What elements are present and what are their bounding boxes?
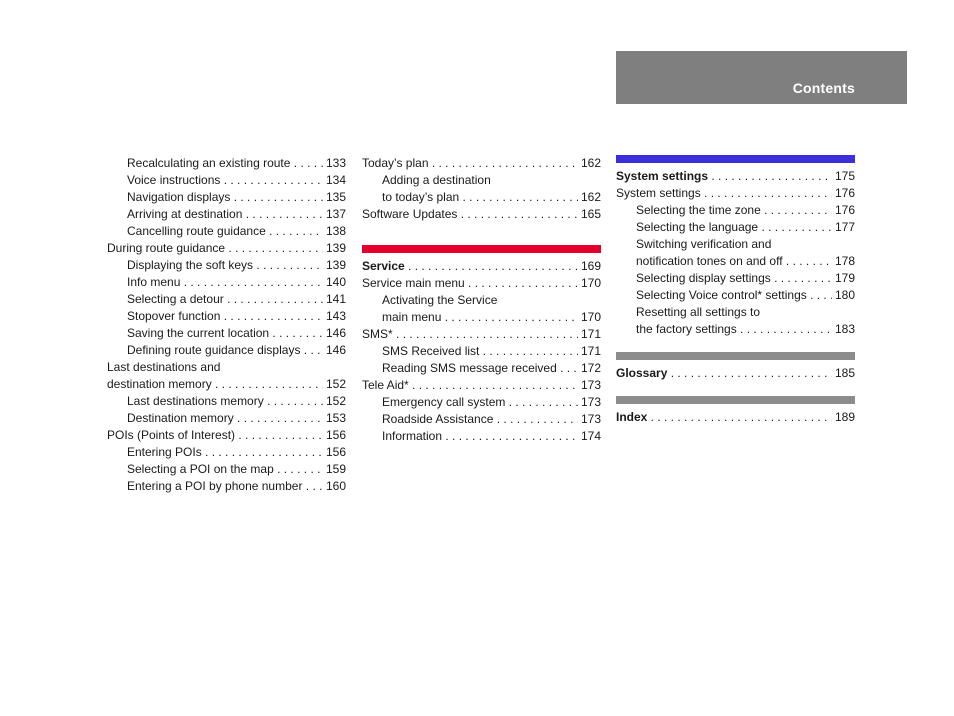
toc-entry[interactable]: Info menu . . . 140 [107,274,346,291]
toc-entry[interactable]: Arriving at destination . . . 137 [107,206,346,223]
toc-section-service[interactable]: Service . . . 169 [362,258,601,275]
toc-entry[interactable]: Selecting display settings . . . 179 [616,270,855,287]
toc-entry[interactable]: Defining route guidance displays . . . 146 [107,342,346,359]
toc-entry[interactable]: Selecting a POI on the map . . . 159 [107,461,346,478]
toc-entry-line1[interactable]: Activating the Service [382,293,498,307]
toc-entry[interactable]: Information . . . 174 [362,428,601,445]
toc-entry-line1[interactable]: Last destinations and [107,360,221,374]
toc-entry[interactable]: Last destinations memory . . . 152 [107,393,346,410]
toc-entry[interactable]: SMS Received list . . . 171 [362,343,601,360]
toc-entry[interactable]: Software Updates . . . 165 [362,206,601,223]
toc-entry[interactable]: System settings . . . 176 [616,185,855,202]
toc-entry[interactable]: Emergency call system . . . 173 [362,394,601,411]
toc-entry[interactable]: Saving the current location . . . 146 [107,325,346,342]
toc-section-system-settings[interactable]: System settings . . . 175 [616,168,855,185]
toc-entry[interactable]: During route guidance . . . 139 [107,240,346,257]
toc-entry[interactable]: Reading SMS message received . . . 172 [362,360,601,377]
toc-entry[interactable]: SMS* . . . 171 [362,326,601,343]
toc-entry[interactable]: Voice instructions . . . 134 [107,172,346,189]
toc-entry[interactable]: Entering POIs . . . 156 [107,444,346,461]
toc-entry[interactable]: Recalculating an existing route . . . 133 [107,155,346,172]
page-title: Contents [792,80,855,96]
toc-entry[interactable]: Today’s plan . . . 162 [362,155,601,172]
toc-entry[interactable]: Service main menu . . . 170 [362,275,601,292]
toc-entry[interactable]: main menu . . . 170 [362,309,601,326]
section-bar-service [362,245,601,253]
toc-section-index[interactable]: Index . . . 189 [616,409,855,426]
toc-entry[interactable]: Displaying the soft keys . . . 139 [107,257,346,274]
toc-entry[interactable]: Selecting the language . . . 177 [616,219,855,236]
toc-entry[interactable]: notification tones on and off . . . 178 [616,253,855,270]
toc-column-1 [107,155,346,495]
toc-column-3 [616,155,855,426]
toc-entry[interactable]: Selecting a detour . . . 141 [107,291,346,308]
toc-entry[interactable]: Roadside Assistance . . . 173 [362,411,601,428]
toc-entry-line1[interactable]: Resetting all settings to [636,305,761,319]
toc-entry[interactable]: the factory settings . . . 183 [616,321,855,338]
toc-entry[interactable]: Stopover function . . . 143 [107,308,346,325]
toc-section-glossary[interactable]: Glossary . . . 185 [616,365,855,382]
section-bar-glossary [616,352,855,360]
toc-entry[interactable]: Cancelling route guidance . . . 138 [107,223,346,240]
toc-entry[interactable]: to today’s plan . . . 162 [362,189,601,206]
toc-entry[interactable]: Tele Aid* . . . 173 [362,377,601,394]
toc-entry-line1[interactable]: Adding a destination [382,173,491,187]
toc-entry[interactable]: Selecting the time zone . . . 176 [616,202,855,219]
toc-entry[interactable]: destination memory . . . 152 [107,376,346,393]
toc-entry-line1[interactable]: Switching verification and [636,237,772,251]
toc-entry[interactable]: Navigation displays . . . 135 [107,189,346,206]
section-bar-system-settings [616,155,855,163]
header-bar [616,51,907,104]
toc-entry[interactable]: Entering a POI by phone number . . . 160 [107,478,346,495]
section-bar-index [616,396,855,404]
toc-column-2 [362,155,601,445]
toc-entry[interactable]: POIs (Points of Interest) . . . 156 [107,427,346,444]
toc-entry[interactable]: Destination memory . . . 153 [107,410,346,427]
toc-entry[interactable]: Selecting Voice control* settings . . . 180 [616,287,855,304]
